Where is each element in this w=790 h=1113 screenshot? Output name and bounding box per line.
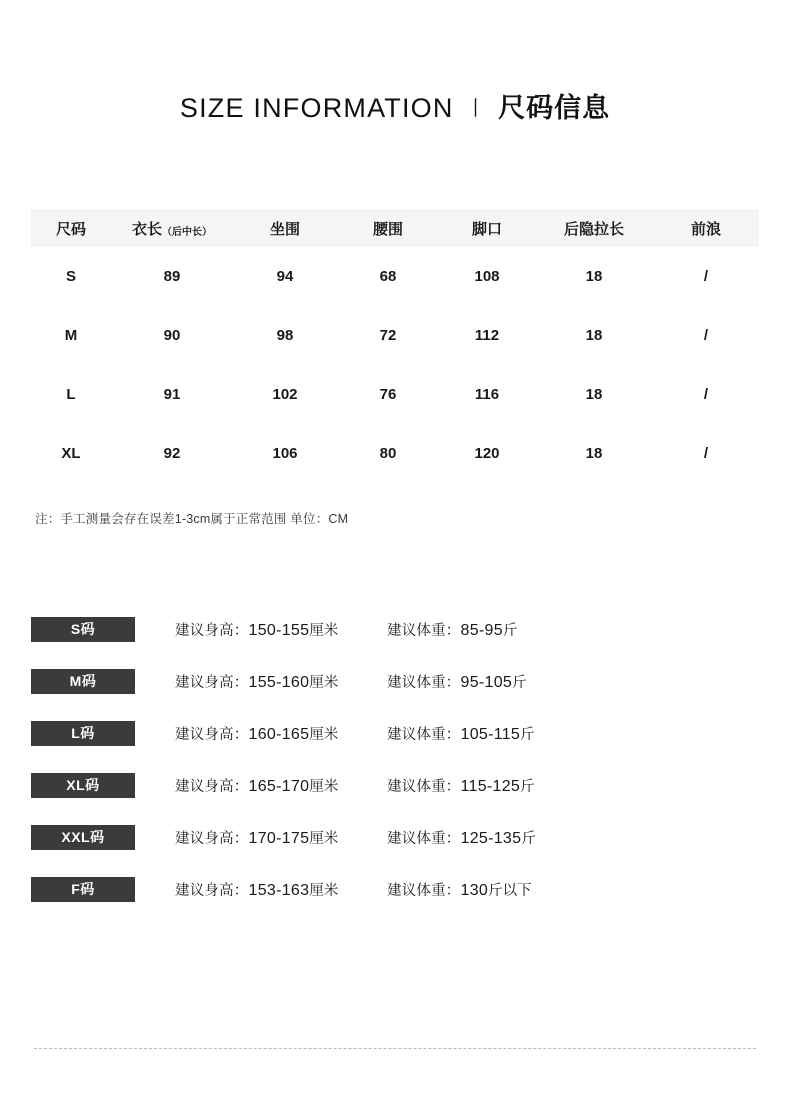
cell-size: L: [66, 386, 76, 403]
table-header-row: [31, 209, 759, 247]
page-title-english: SIZE INFORMATION: [179, 93, 454, 123]
cell-cuff: 112: [474, 327, 500, 344]
weight-unit: 斤以下: [488, 882, 532, 899]
table-row: [31, 424, 759, 483]
cell-zipper: 18: [585, 327, 603, 344]
size-badge: M码: [31, 669, 135, 694]
size-badge: L码: [31, 721, 135, 746]
cell-zipper: 18: [585, 268, 603, 285]
height-unit: 厘米: [309, 778, 339, 795]
title-separator: 丨: [465, 98, 487, 120]
cell-waist: 80: [379, 445, 397, 462]
measurement-note-text: 注：手工测量会存在误差1-3cm属于正常范围 单位：CM: [35, 512, 349, 526]
cell-hip: 94: [276, 268, 294, 285]
table-row: [31, 247, 759, 306]
cell-zipper: 18: [585, 386, 603, 403]
size-badge: XL码: [31, 773, 135, 798]
cell-rise: /: [703, 268, 709, 285]
height-unit: 厘米: [309, 882, 339, 899]
cell-hip: 102: [272, 386, 298, 403]
cell-length: 91: [163, 386, 181, 403]
column-header-length-sub: （后中长）: [162, 226, 212, 238]
height-value: 160-165: [248, 725, 310, 743]
cell-cuff: 116: [474, 386, 500, 403]
table-row: [31, 365, 759, 424]
page-title: [180, 86, 610, 125]
height-value: 155-160: [248, 673, 310, 691]
height-value: 153-163: [248, 881, 310, 899]
height-label: 建议身高：: [175, 778, 249, 795]
list-item: [31, 863, 759, 915]
height-unit: 厘米: [309, 726, 339, 743]
measurement-note: [31, 483, 759, 527]
list-item: [31, 811, 759, 863]
cell-cuff: 108: [474, 268, 500, 285]
height-unit: 厘米: [309, 622, 339, 639]
height-label: 建议身高：: [175, 882, 249, 899]
cell-rise: /: [703, 386, 709, 403]
cell-rise: /: [703, 327, 709, 344]
height-label: 建议身高：: [175, 726, 249, 743]
column-header-length: [111, 209, 233, 247]
column-header-cuff: [439, 209, 535, 247]
weight-value: 105-115: [460, 725, 521, 743]
cell-cuff: 120: [474, 445, 500, 462]
size-badge: F码: [31, 877, 135, 902]
height-label: 建议身高：: [175, 674, 249, 691]
column-header-hip: [233, 209, 337, 247]
column-header-zipper-label: 后隐拉长: [563, 220, 624, 238]
weight-value: 115-125: [460, 777, 521, 795]
height-value: 150-155: [248, 621, 310, 639]
recommended-height: [135, 879, 387, 900]
height-value: 165-170: [248, 777, 310, 795]
recommended-weight: [387, 619, 517, 640]
weight-value: 85-95: [460, 621, 503, 639]
weight-unit: 斤: [520, 778, 535, 795]
cell-waist: 72: [379, 327, 397, 344]
list-item: [31, 603, 759, 655]
cell-rise: /: [703, 445, 709, 462]
column-header-size: [31, 209, 111, 247]
recommended-height: [135, 619, 387, 640]
cell-hip: 98: [276, 327, 294, 344]
height-unit: 厘米: [309, 830, 339, 847]
size-table-container: [31, 209, 759, 483]
height-label: 建议身高：: [175, 830, 249, 847]
page-title-chinese: 尺码信息: [498, 93, 611, 123]
weight-label: 建议体重：: [387, 830, 461, 847]
column-header-rise: [653, 209, 759, 247]
section-divider: [34, 1048, 756, 1049]
column-header-size-label: 尺码: [55, 220, 86, 238]
column-header-hip-label: 坐围: [269, 220, 300, 238]
weight-label: 建议体重：: [387, 622, 461, 639]
table-row: [31, 306, 759, 365]
cell-size: M: [64, 327, 78, 344]
cell-length: 90: [163, 327, 181, 344]
height-label: 建议身高：: [175, 622, 249, 639]
column-header-waist: [337, 209, 439, 247]
cell-waist: 76: [379, 386, 397, 403]
list-item: [31, 707, 759, 759]
height-value: 170-175: [248, 829, 310, 847]
weight-unit: 斤: [502, 622, 518, 639]
size-table: [31, 209, 759, 483]
recommended-weight: [387, 775, 535, 796]
cell-zipper: 18: [585, 445, 603, 462]
column-header-cuff-label: 脚口: [471, 220, 502, 238]
recommended-height: [135, 723, 387, 744]
recommended-weight: [387, 723, 535, 744]
cell-length: 92: [163, 445, 181, 462]
weight-value: 125-135: [460, 829, 522, 847]
size-table-head: [31, 209, 759, 247]
recommended-weight: [387, 671, 527, 692]
weight-unit: 斤: [521, 830, 536, 847]
weight-label: 建议体重：: [387, 778, 461, 795]
list-item: [31, 655, 759, 707]
size-badge: XXL码: [31, 825, 135, 850]
cell-size: XL: [61, 445, 81, 462]
size-table-body: [31, 247, 759, 483]
cell-waist: 68: [379, 268, 397, 285]
weight-unit: 斤: [512, 674, 527, 691]
weight-value: 130: [460, 881, 489, 899]
column-header-zipper: [535, 209, 653, 247]
list-item: [31, 759, 759, 811]
recommended-height: [135, 775, 387, 796]
recommended-height: [135, 671, 387, 692]
column-header-waist-label: 腰围: [372, 220, 403, 238]
recommended-weight: [387, 879, 532, 900]
column-header-length-label: 衣长: [131, 220, 162, 238]
weight-label: 建议体重：: [387, 674, 461, 691]
weight-label: 建议体重：: [387, 882, 461, 899]
size-badge: S码: [31, 617, 135, 642]
cell-length: 89: [163, 268, 181, 285]
weight-unit: 斤: [520, 726, 535, 743]
cell-hip: 106: [272, 445, 298, 462]
recommended-weight: [387, 827, 536, 848]
weight-value: 95-105: [460, 673, 513, 691]
cell-size: S: [65, 268, 76, 285]
column-header-rise-label: 前浪: [690, 220, 721, 238]
weight-label: 建议体重：: [387, 726, 461, 743]
recommendation-list: [31, 603, 759, 915]
recommended-height: [135, 827, 387, 848]
height-unit: 厘米: [309, 674, 339, 691]
page-header: [0, 0, 790, 125]
